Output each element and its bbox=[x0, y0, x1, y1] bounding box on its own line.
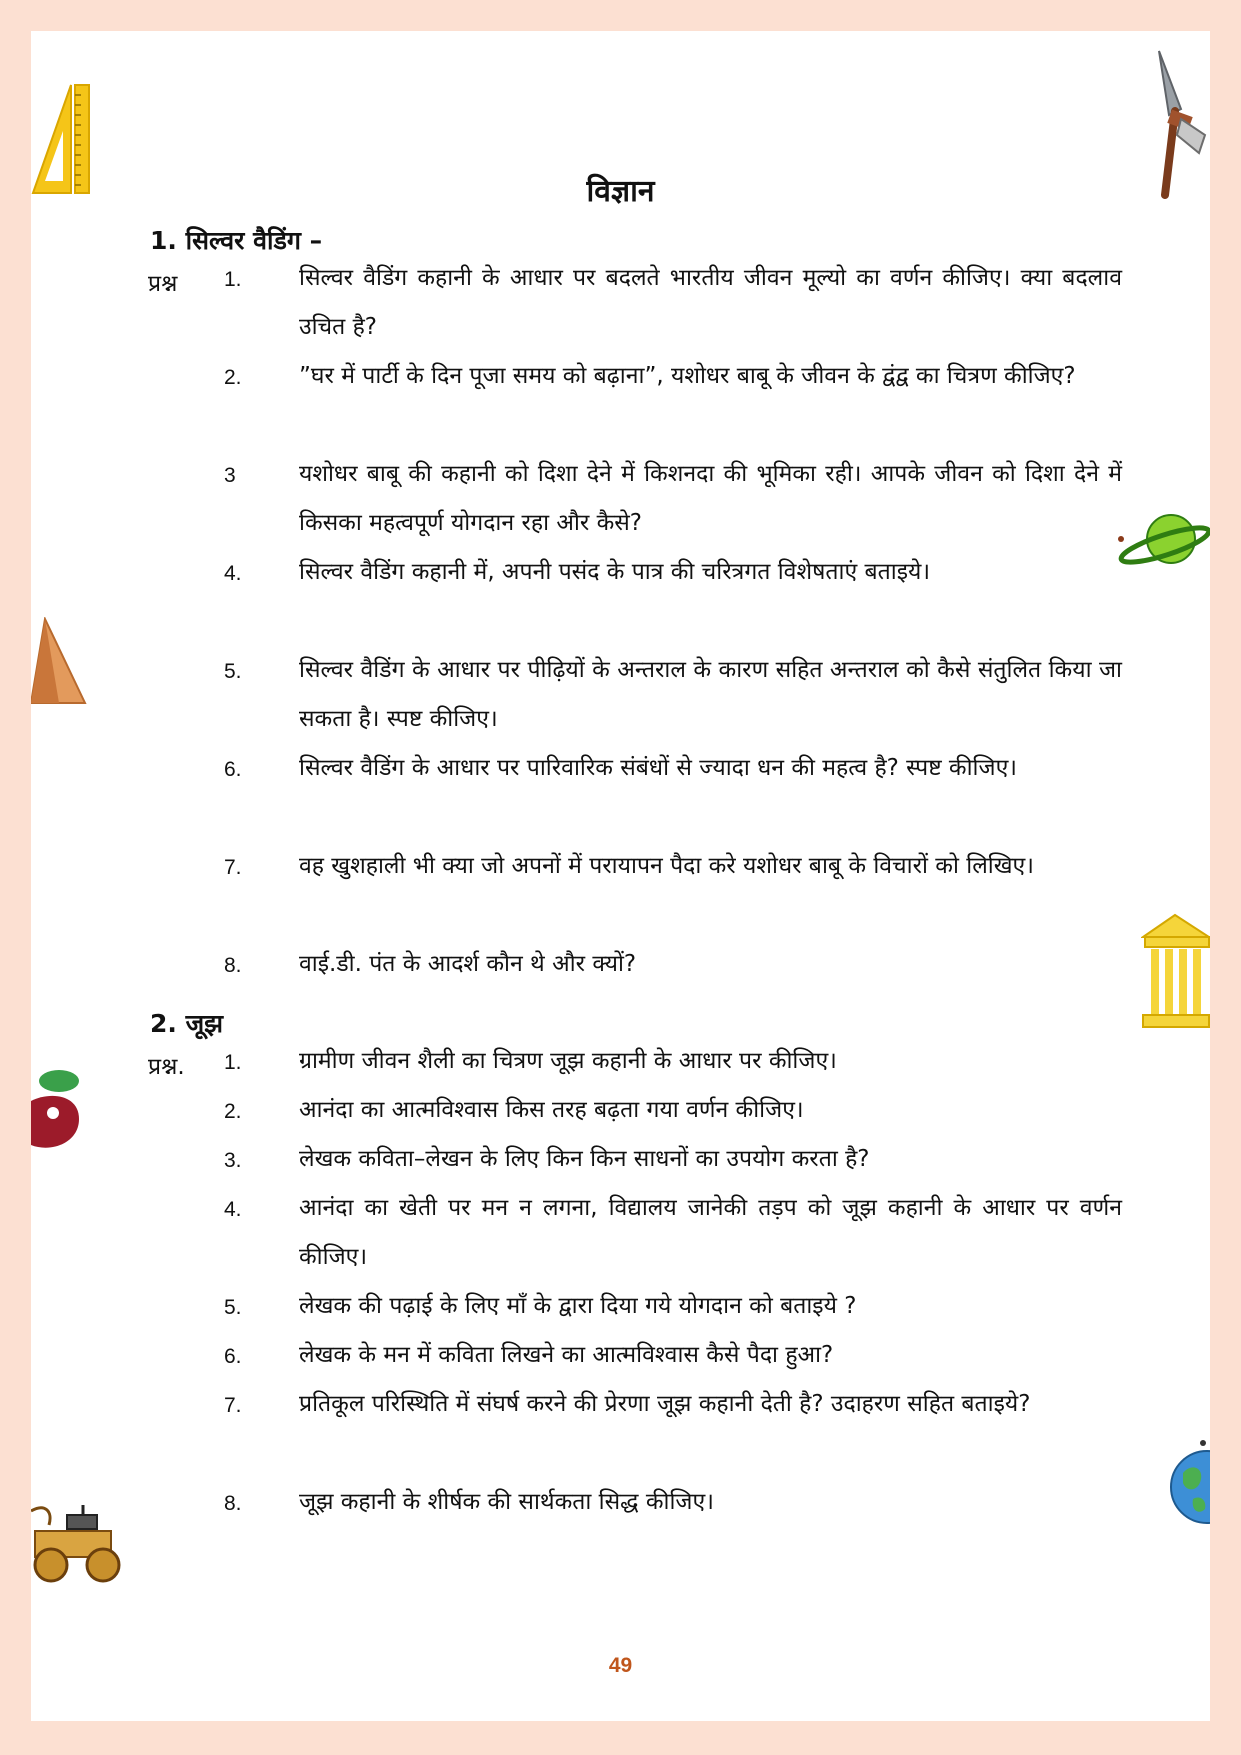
question-text: वाई.डी. पंत के आदर्श कौन थे और क्यों? bbox=[299, 951, 637, 977]
question-number: 3. bbox=[224, 1149, 242, 1172]
question-text: जूझ कहानी के शीर्षक की सार्थकता सिद्ध कीजिए। bbox=[299, 1489, 714, 1515]
page-number: 49 bbox=[608, 1654, 633, 1677]
question-text: यशोधर बाबू की कहानी को दिशा देने में किशनदा की भूमिका रही। आपके जीवन को दिशा देने में किसका महत्वपूर्ण योगदान रहा और कैसे? bbox=[299, 461, 1122, 536]
section-heading-silver-wedding: 1. सिल्वर वैडिंग – bbox=[150, 226, 323, 255]
globe-icon bbox=[1169, 1437, 1210, 1527]
question-text: प्रतिकूल परिस्थिति में संघर्ष करने की प्रेरणा जूझ कहानी देती है? उदाहरण सहित बताइये? bbox=[299, 1391, 1031, 1417]
cannon-cart-icon bbox=[31, 1501, 127, 1591]
page-title: विज्ञान bbox=[586, 174, 655, 209]
question-number: 7. bbox=[224, 856, 242, 879]
question-text: आनंदा का खेती पर मन न लगना, विद्यालय जानेकी तड़प को जूझ कहानी के आधार पर वर्णन कीजिए। bbox=[299, 1195, 1122, 1270]
section-heading-jujh: 2. जूझ bbox=[150, 1009, 224, 1038]
question-number: 7. bbox=[224, 1394, 242, 1417]
question-number: 4. bbox=[224, 1198, 242, 1221]
question-text: सिल्वर वैडिंग के आधार पर पारिवारिक संबंधों से ज्यादा धन की महत्व है? स्पष्ट कीजिए। bbox=[299, 755, 1018, 781]
question-text: लेखक की पढ़ाई के लिए माँ के द्वारा दिया गये योगदान को बताइये ? bbox=[299, 1293, 857, 1319]
question-text: सिल्वर वैडिंग के आधार पर पीढ़ियों के अन्तराल के कारण सहित अन्तराल को कैसे संतुलित किया जा सकता है। स्पष्ट कीजिए। bbox=[299, 657, 1122, 732]
question-number: 3 bbox=[224, 464, 236, 487]
question-text: लेखक के मन में कविता लिखने का आत्मविश्वास कैसे पैदा हुआ? bbox=[299, 1342, 834, 1368]
question-number: 8. bbox=[224, 954, 242, 977]
question-number: 8. bbox=[224, 1492, 242, 1515]
pyramid-icon bbox=[31, 617, 87, 707]
question-number: 1. bbox=[224, 268, 242, 291]
question-number: 2. bbox=[224, 366, 242, 389]
question-text: ग्रामीण जीवन शैली का चित्रण जूझ कहानी के आधार पर कीजिए। bbox=[299, 1048, 837, 1074]
question-text: ”घर में पार्टी के दिन पूजा समय को बढ़ाना”, यशोधर बाबू के जीवन के द्वंद्व का चित्रण कीजिए? bbox=[299, 363, 1076, 389]
planet-saturn-icon bbox=[1113, 509, 1210, 575]
question-number: 5. bbox=[224, 1296, 242, 1319]
question-number: 6. bbox=[224, 1345, 242, 1368]
question-number: 5. bbox=[224, 660, 242, 683]
question-text: सिल्वर वैडिंग कहानी के आधार पर बदलते भारतीय जीवन मूल्यो का वर्णन कीजिए। क्या बदलाव उचित है? bbox=[299, 265, 1122, 340]
question-number: 4. bbox=[224, 562, 242, 585]
greek-temple-icon bbox=[1141, 913, 1210, 1031]
question-prefix: प्रश्न bbox=[148, 271, 178, 297]
question-prefix: प्रश्न. bbox=[148, 1054, 185, 1080]
apple-fruit-icon bbox=[31, 1061, 87, 1157]
question-number: 1. bbox=[224, 1051, 242, 1074]
question-text: वह खुशहाली भी क्या जो अपनों में परायापन पैदा करे यशोधर बाबू के विचारों को लिखिए। bbox=[299, 853, 1034, 879]
document-page bbox=[31, 31, 1210, 1721]
question-number: 6. bbox=[224, 758, 242, 781]
question-text: आनंदा का आत्मविश्वास किस तरह बढ़ता गया वर्णन कीजिए। bbox=[299, 1097, 804, 1123]
question-number: 2. bbox=[224, 1100, 242, 1123]
question-text: सिल्वर वैडिंग कहानी में, अपनी पसंद के पात्र की चरित्रगत विशेषताएं बताइये। bbox=[299, 559, 931, 585]
question-text: लेखक कविता–लेखन के लिए किन किन साधनों का उपयोग करता है? bbox=[299, 1146, 870, 1172]
